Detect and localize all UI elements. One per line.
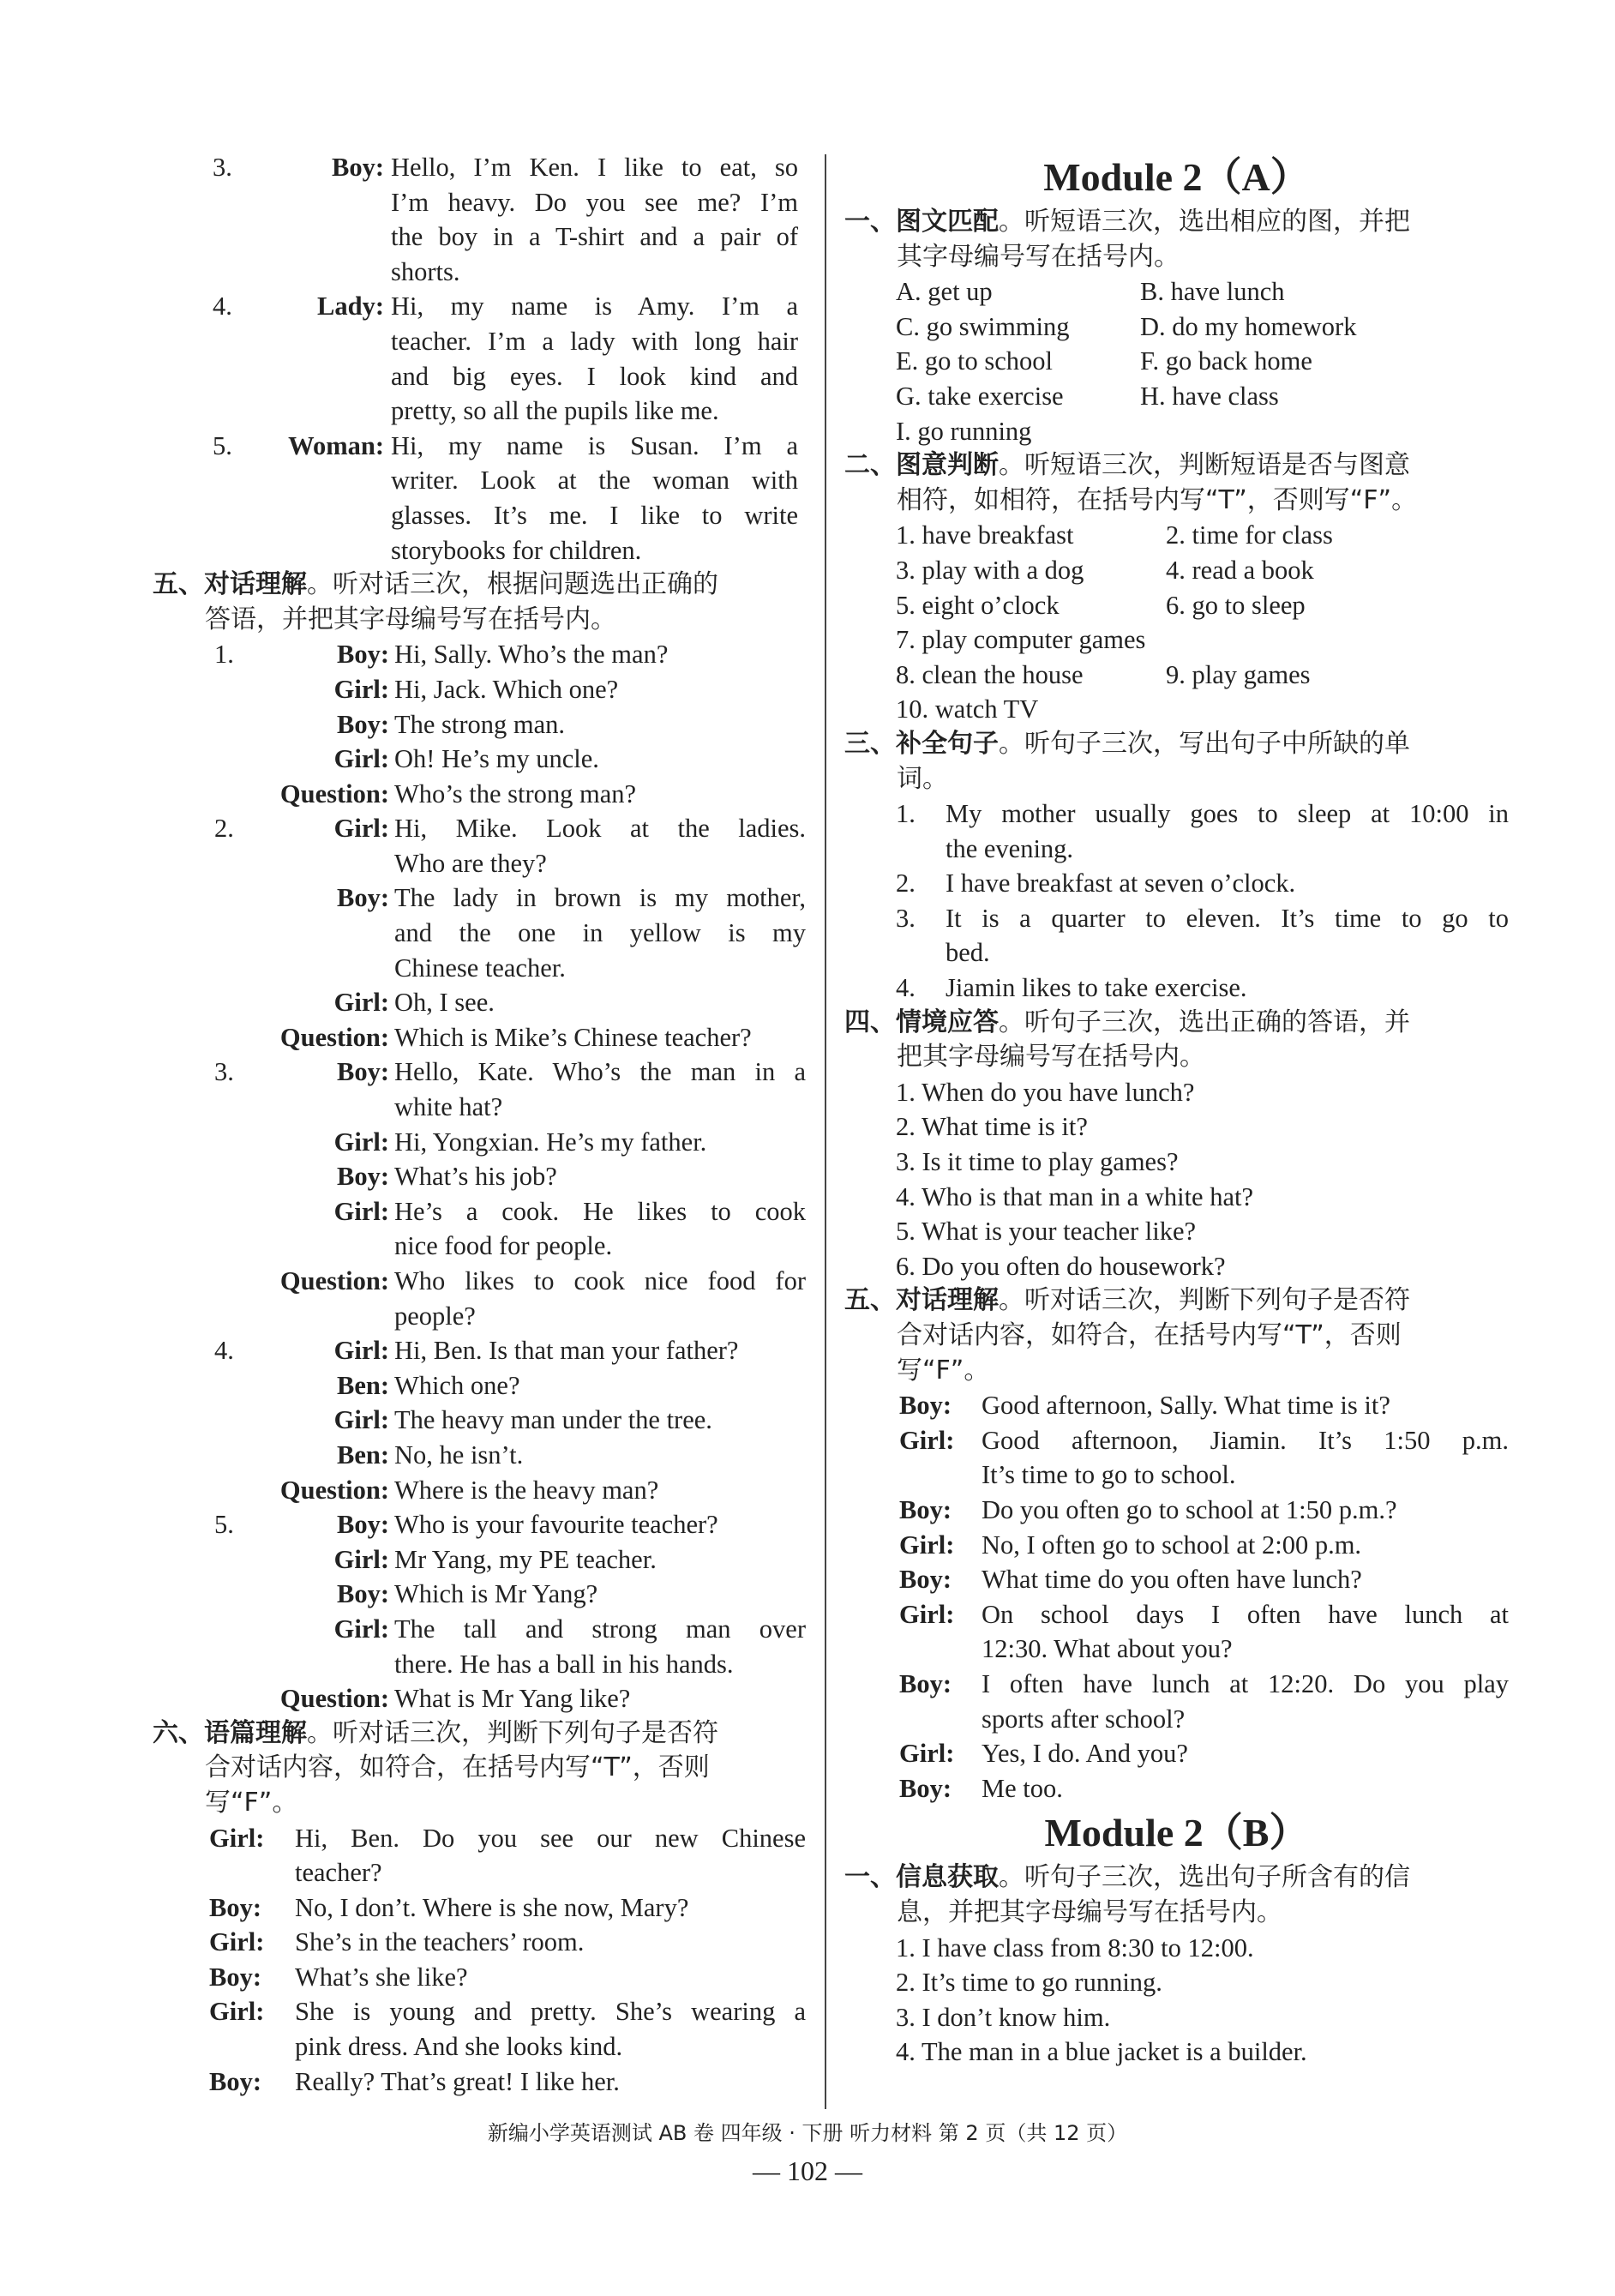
section-instruction-cont: 词。 bbox=[897, 763, 948, 794]
section-instruction: 。听对话三次，根据问题选出正确的 bbox=[307, 569, 718, 600]
item-number: 4. bbox=[896, 973, 916, 1003]
option-item: 2. time for class bbox=[1166, 520, 1333, 550]
dialog-text: Who’s the strong man? bbox=[394, 778, 637, 808]
section-instruction-cont: 合对话内容，如符合，在括号内写“T”，否则 bbox=[897, 1320, 1402, 1350]
speaker-label: Boy: bbox=[209, 1892, 261, 1922]
dialog-line bbox=[153, 324, 813, 359]
option-item: E. go to school bbox=[896, 346, 1053, 376]
dialog-text: Hi, Yongxian. He’s my father. bbox=[394, 1127, 707, 1157]
speaker-label: Girl: bbox=[899, 1425, 955, 1455]
dialog-line bbox=[844, 1702, 1509, 1737]
question-line: 1. When do you have lunch? bbox=[896, 1077, 1195, 1107]
item-number: 1. bbox=[896, 799, 916, 829]
section-instruction-cont: 把其字母编号写在括号内。 bbox=[897, 1042, 1205, 1073]
speaker-label: Boy: bbox=[337, 640, 389, 670]
dialog-text: Hi, my name is Amy. I’m a bbox=[391, 292, 798, 322]
dialog-line bbox=[153, 1507, 813, 1542]
section-label: 六、语篇理解 bbox=[153, 1717, 307, 1748]
speaker-label: Question: bbox=[279, 1022, 389, 1052]
dialog-line bbox=[844, 1736, 1509, 1771]
dialog-line bbox=[153, 1125, 813, 1160]
section-heading bbox=[844, 1283, 1509, 1319]
item-number: 2. bbox=[896, 869, 916, 899]
dialog-text: The strong man. bbox=[394, 709, 566, 739]
sentence-text: It is a quarter to eleven. It’s time to go to bbox=[946, 903, 1509, 933]
module-title: Module 2（B） bbox=[1044, 1811, 1309, 1855]
dialog-line bbox=[153, 637, 813, 672]
sentence-line: 3. I don’t know him. bbox=[896, 2002, 1111, 2032]
dialog-text: Hi, my name is Susan. I’m a bbox=[391, 430, 798, 460]
dialog-text: white hat? bbox=[394, 1092, 503, 1122]
speaker-label: Boy: bbox=[337, 1057, 389, 1087]
dialog-line bbox=[153, 1229, 813, 1264]
dialog-line bbox=[153, 1299, 813, 1334]
section-label: 一、信息获取 bbox=[844, 1862, 999, 1893]
option-row bbox=[896, 310, 1509, 345]
dialog-line bbox=[153, 463, 813, 498]
speaker-label: Boy: bbox=[899, 1668, 952, 1698]
option-item: 8. clean the house bbox=[896, 659, 1084, 689]
dialog-text: I often have lunch at 12:20. Do you play bbox=[982, 1668, 1509, 1698]
dialog-line bbox=[844, 1423, 1509, 1458]
sentence-line bbox=[844, 832, 1509, 867]
speaker-label: Boy: bbox=[899, 1773, 952, 1803]
dialog-text: Where is the heavy man? bbox=[394, 1475, 659, 1505]
dialog-text: What’s she like? bbox=[295, 1962, 468, 1992]
speaker-label: Girl: bbox=[333, 1196, 389, 1226]
option-item: G. take exercise bbox=[896, 381, 1064, 411]
speaker-label: Girl: bbox=[333, 814, 389, 844]
speaker-label: Question: bbox=[279, 1684, 389, 1714]
dialog-line bbox=[153, 498, 813, 533]
dialog-line bbox=[153, 777, 813, 812]
speaker-label: Girl: bbox=[333, 1336, 389, 1366]
speaker-label: Girl: bbox=[333, 1614, 389, 1644]
dialog-text: sports after school? bbox=[982, 1704, 1186, 1734]
dialog-line bbox=[153, 1159, 813, 1194]
dialog-text: Which is Mike’s Chinese teacher? bbox=[394, 1022, 752, 1052]
dialog-text: He’s a cook. He likes to cook bbox=[394, 1196, 806, 1226]
dialog-line bbox=[153, 951, 813, 986]
section-instruction: 。听句子三次，选出正确的答语，并 bbox=[999, 1007, 1410, 1037]
speaker-label: Woman: bbox=[288, 430, 384, 460]
option-item: 5. eight o’clock bbox=[896, 590, 1060, 620]
speaker-label: Boy: bbox=[337, 1162, 389, 1192]
dialog-text: Mr Yang, my PE teacher. bbox=[394, 1544, 657, 1574]
dialog-line bbox=[153, 1681, 813, 1716]
column-divider bbox=[825, 154, 826, 2109]
speaker-label: Girl: bbox=[333, 988, 389, 1018]
option-row bbox=[896, 518, 1509, 553]
left-column bbox=[153, 150, 813, 2099]
option-row bbox=[896, 658, 1509, 693]
dialog-line bbox=[153, 289, 813, 324]
dialog-line bbox=[153, 1403, 813, 1438]
dialog-line bbox=[153, 742, 813, 777]
section-instruction-cont: 其字母编号写在括号内。 bbox=[897, 241, 1180, 272]
speaker-label: Girl: bbox=[209, 1823, 265, 1853]
dialog-line bbox=[153, 707, 813, 742]
speaker-label: Boy: bbox=[899, 1565, 952, 1595]
dialog-line bbox=[153, 185, 813, 220]
item-number: 5. bbox=[214, 1510, 234, 1540]
option-item: I. go running bbox=[896, 416, 1032, 446]
sentence-line bbox=[844, 971, 1509, 1006]
section-label: 五、对话理解 bbox=[844, 1285, 999, 1316]
speaker-label: Boy: bbox=[209, 1962, 261, 1992]
sentence-text: I have breakfast at seven o’clock. bbox=[946, 869, 1296, 899]
dialog-line bbox=[153, 2029, 813, 2065]
dialog-line bbox=[153, 429, 813, 464]
option-row bbox=[896, 344, 1509, 379]
right-column bbox=[844, 150, 1509, 2070]
dialog-line bbox=[153, 1473, 813, 1508]
sentence-line bbox=[844, 901, 1509, 936]
option-item: 9. play games bbox=[1166, 659, 1311, 689]
dialog-line bbox=[153, 1055, 813, 1090]
section-heading bbox=[153, 1716, 813, 1752]
dialog-text: storybooks for children. bbox=[391, 535, 642, 565]
dialog-line bbox=[153, 394, 813, 429]
option-item: 4. read a book bbox=[1166, 555, 1314, 585]
dialog-text: nice food for people. bbox=[394, 1231, 613, 1261]
dialog-text: writer. Look at the woman with bbox=[391, 466, 798, 496]
footer: 新编小学英语测试 AB 卷 四年级 · 下册 听力材料 第 2 页（共 12 页） bbox=[487, 2121, 1128, 2145]
dialog-text: Hi, Mike. Look at the ladies. bbox=[394, 814, 806, 844]
dialog-line bbox=[153, 1090, 813, 1125]
dialog-text: No, I often go to school at 2:00 p.m. bbox=[982, 1530, 1362, 1560]
speaker-label: Girl: bbox=[209, 1927, 265, 1957]
dialog-text: Good afternoon, Sally. What time is it? bbox=[982, 1391, 1390, 1421]
sentence-text: My mother usually goes to sleep at 10:00 in bbox=[946, 799, 1509, 829]
dialog-line bbox=[153, 1542, 813, 1578]
option-item: 6. go to sleep bbox=[1166, 590, 1306, 620]
page-number: — 102 — bbox=[753, 2155, 862, 2186]
dialog-text: Hi, Ben. Is that man your father? bbox=[394, 1336, 739, 1366]
option-item: C. go swimming bbox=[896, 311, 1070, 341]
dialog-text: the boy in a T-shirt and a pair of bbox=[391, 222, 798, 252]
question-line: 6. Do you often do housework? bbox=[896, 1251, 1226, 1281]
dialog-text: pink dress. And she looks kind. bbox=[295, 2032, 623, 2062]
dialog-text: Hi, Ben. Do you see our new Chinese bbox=[295, 1823, 806, 1853]
option-row bbox=[896, 379, 1509, 414]
dialog-line bbox=[153, 985, 813, 1020]
dialog-text: Hello, Kate. Who’s the man in a bbox=[394, 1057, 806, 1087]
dialog-line bbox=[153, 359, 813, 394]
dialog-line bbox=[153, 1577, 813, 1612]
dialog-line bbox=[844, 1771, 1509, 1806]
section-label: 四、情境应答 bbox=[844, 1007, 999, 1037]
dialog-text: The tall and strong man over bbox=[394, 1614, 806, 1644]
question-line: 5. What is your teacher like? bbox=[896, 1217, 1197, 1247]
dialog-line bbox=[153, 1925, 813, 1960]
section-instruction: 。听对话三次，判断下列句子是否符 bbox=[307, 1717, 718, 1748]
section-heading bbox=[844, 448, 1509, 484]
section-label: 一、图文匹配 bbox=[844, 207, 999, 237]
dialog-text: Good afternoon, Jiamin. It’s 1:50 p.m. bbox=[982, 1425, 1509, 1455]
section-instruction-cont: 相符，如相符，在括号内写“T”，否则写“F”。 bbox=[897, 484, 1418, 515]
item-number: 2. bbox=[214, 814, 234, 844]
section-instruction: 。听对话三次，判断下列句子是否符 bbox=[999, 1285, 1410, 1316]
option-row bbox=[896, 414, 1509, 449]
dialog-text: shorts. bbox=[391, 256, 460, 286]
dialog-line bbox=[844, 1632, 1509, 1667]
dialog-text: teacher? bbox=[295, 1858, 382, 1888]
dialog-line bbox=[153, 2065, 813, 2100]
item-number: 1. bbox=[214, 640, 234, 670]
speaker-label: Girl: bbox=[899, 1739, 955, 1769]
sentence-line bbox=[844, 796, 1509, 832]
item-number: 4. bbox=[213, 292, 232, 322]
dialog-line bbox=[153, 255, 813, 290]
dialog-line bbox=[844, 1388, 1509, 1423]
section-heading bbox=[844, 1860, 1509, 1896]
section-instruction: 。听句子三次，选出句子所含有的信 bbox=[999, 1862, 1410, 1893]
speaker-label: Girl: bbox=[899, 1599, 955, 1629]
section-instruction: 。听短语三次，选出相应的图，并把 bbox=[999, 207, 1410, 237]
option-row bbox=[896, 553, 1509, 588]
dialog-text: Me too. bbox=[982, 1773, 1063, 1803]
dialog-line bbox=[844, 1597, 1509, 1632]
dialog-line bbox=[153, 1647, 813, 1682]
sentence-text: Jiamin likes to take exercise. bbox=[946, 973, 1247, 1003]
question-line: 2. What time is it? bbox=[896, 1112, 1088, 1142]
speaker-label: Girl: bbox=[333, 1405, 389, 1435]
dialog-line bbox=[153, 1855, 813, 1890]
option-item: 3. play with a dog bbox=[896, 555, 1084, 585]
dialog-text: Who are they? bbox=[394, 848, 547, 878]
option-row bbox=[896, 692, 1509, 727]
dialog-text: Hi, Sally. Who’s the man? bbox=[394, 640, 669, 670]
section-label: 二、图意判断 bbox=[844, 450, 999, 481]
dialog-line bbox=[844, 1458, 1509, 1493]
section-instruction-cont: 合对话内容，如符合，在括号内写“T”，否则 bbox=[205, 1752, 710, 1783]
speaker-label: Boy: bbox=[899, 1494, 952, 1524]
section-instruction-cont: 答语，并把其字母编号写在括号内。 bbox=[205, 604, 616, 634]
section-instruction-cont: 写“F”。 bbox=[897, 1355, 990, 1385]
dialog-line bbox=[153, 219, 813, 255]
dialog-text: No, I don’t. Where is she now, Mary? bbox=[295, 1892, 689, 1922]
option-item: H. have class bbox=[1140, 381, 1279, 411]
dialog-line bbox=[153, 1194, 813, 1229]
dialog-line bbox=[153, 846, 813, 881]
dialog-text: What’s his job? bbox=[394, 1162, 557, 1192]
dialog-line bbox=[844, 1562, 1509, 1597]
section-heading bbox=[844, 1006, 1509, 1041]
option-row bbox=[896, 588, 1509, 623]
dialog-text: 12:30. What about you? bbox=[982, 1634, 1233, 1664]
dialog-line bbox=[153, 1020, 813, 1055]
dialog-line bbox=[153, 150, 813, 185]
speaker-label: Girl: bbox=[209, 1997, 265, 2027]
dialog-line bbox=[153, 881, 813, 916]
speaker-label: Boy: bbox=[337, 883, 389, 913]
dialog-text: and the one in yellow is my bbox=[394, 918, 806, 948]
dialog-text: Oh! He’s my uncle. bbox=[394, 744, 599, 774]
dialog-text: people? bbox=[394, 1301, 476, 1331]
speaker-label: Girl: bbox=[899, 1530, 955, 1560]
dialog-text: Which is Mr Yang? bbox=[394, 1579, 598, 1609]
dialog-line bbox=[153, 916, 813, 951]
section-heading bbox=[153, 568, 813, 603]
dialog-line bbox=[153, 811, 813, 846]
section-heading bbox=[844, 727, 1509, 762]
dialog-text: What is Mr Yang like? bbox=[394, 1684, 631, 1714]
section-heading bbox=[844, 205, 1509, 240]
option-item: F. go back home bbox=[1140, 346, 1312, 376]
option-item: 7. play computer games bbox=[896, 625, 1146, 655]
dialog-text: Oh, I see. bbox=[394, 988, 495, 1018]
option-row bbox=[896, 274, 1509, 310]
section-label: 三、补全句子 bbox=[844, 728, 999, 759]
dialog-text: On school days I often have lunch at bbox=[982, 1599, 1509, 1629]
module-title: Module 2（A） bbox=[1043, 155, 1310, 199]
speaker-label: Boy: bbox=[899, 1391, 952, 1421]
dialog-text: It’s time to go to school. bbox=[982, 1460, 1236, 1490]
speaker-label: Boy: bbox=[337, 709, 389, 739]
speaker-label: Girl: bbox=[333, 674, 389, 704]
dialog-text: The heavy man under the tree. bbox=[394, 1405, 712, 1435]
dialog-text: What time do you often have lunch? bbox=[982, 1565, 1362, 1595]
speaker-label: Lady: bbox=[317, 292, 384, 322]
speaker-label: Girl: bbox=[333, 1127, 389, 1157]
dialog-text: The lady in brown is my mother, bbox=[394, 883, 806, 913]
speaker-label: Question: bbox=[279, 1266, 389, 1295]
dialog-text: No, he isn’t. bbox=[394, 1440, 524, 1470]
dialog-line bbox=[153, 1890, 813, 1926]
sentence-text: the evening. bbox=[946, 833, 1074, 863]
question-line: 4. Who is that man in a white hat? bbox=[896, 1181, 1254, 1211]
dialog-text: She is young and pretty. She’s wearing a bbox=[295, 1997, 806, 2027]
dialog-text: She’s in the teachers’ room. bbox=[295, 1927, 585, 1957]
dialog-text: Who is your favourite teacher? bbox=[394, 1510, 718, 1540]
dialog-line bbox=[153, 1612, 813, 1647]
dialog-text: Hi, Jack. Which one? bbox=[394, 674, 619, 704]
option-item: A. get up bbox=[896, 277, 993, 307]
sentence-line bbox=[844, 935, 1509, 971]
dialog-text: Yes, I do. And you? bbox=[982, 1739, 1188, 1769]
question-line: 3. Is it time to play games? bbox=[896, 1147, 1179, 1177]
item-number: 4. bbox=[214, 1336, 234, 1366]
item-number: 3. bbox=[896, 903, 916, 933]
item-number: 3. bbox=[213, 153, 232, 182]
option-item: 10. watch TV bbox=[896, 694, 1039, 724]
dialog-text: Which one? bbox=[394, 1370, 520, 1400]
dialog-line bbox=[153, 1368, 813, 1403]
item-number: 3. bbox=[214, 1057, 234, 1087]
section-instruction: 。听句子三次，写出句子中所缺的单 bbox=[999, 728, 1410, 759]
dialog-line bbox=[153, 1960, 813, 1995]
sentence-line: 2. It’s time to go running. bbox=[896, 1968, 1162, 1998]
speaker-label: Boy: bbox=[209, 2066, 261, 2096]
speaker-label: Boy: bbox=[332, 153, 384, 182]
dialog-text: glasses. It’s me. I like to write bbox=[391, 500, 798, 530]
dialog-text: Chinese teacher. bbox=[394, 953, 566, 983]
dialog-text: I’m heavy. Do you see me? I’m bbox=[391, 187, 798, 217]
dialog-text: there. He has a ball in his hands. bbox=[394, 1649, 734, 1679]
option-item: D. do my homework bbox=[1140, 311, 1357, 341]
section-instruction-cont: 写“F”。 bbox=[205, 1787, 298, 1818]
dialog-text: Really? That’s great! I like her. bbox=[295, 2066, 620, 2096]
dialog-line bbox=[153, 1994, 813, 2029]
dialog-line bbox=[844, 1493, 1509, 1528]
dialog-line bbox=[844, 1667, 1509, 1702]
dialog-line bbox=[153, 1264, 813, 1299]
sentence-line bbox=[844, 866, 1509, 901]
dialog-line bbox=[153, 1333, 813, 1368]
speaker-label: Question: bbox=[279, 778, 389, 808]
dialog-text: Do you often go to school at 1:50 p.m.? bbox=[982, 1494, 1397, 1524]
dialog-line bbox=[153, 533, 813, 568]
dialog-line bbox=[153, 1821, 813, 1856]
section-instruction: 。听短语三次，判断短语是否与图意 bbox=[999, 450, 1410, 481]
option-row bbox=[896, 622, 1509, 658]
option-item: B. have lunch bbox=[1140, 277, 1285, 307]
dialog-text: Who likes to cook nice food for bbox=[394, 1266, 806, 1295]
speaker-label: Boy: bbox=[337, 1510, 389, 1540]
dialog-line bbox=[153, 672, 813, 707]
dialog-text: Hello, I’m Ken. I like to eat, so bbox=[391, 153, 798, 182]
speaker-label: Girl: bbox=[333, 744, 389, 774]
dialog-text: pretty, so all the pupils like me. bbox=[391, 396, 719, 426]
speaker-label: Ben: bbox=[337, 1440, 389, 1470]
speaker-label: Question: bbox=[279, 1475, 389, 1505]
sentence-text: bed. bbox=[946, 938, 990, 968]
item-number: 5. bbox=[213, 430, 232, 460]
speaker-label: Ben: bbox=[337, 1370, 389, 1400]
section-instruction-cont: 息，并把其字母编号写在括号内。 bbox=[897, 1896, 1282, 1927]
dialog-text: teacher. I’m a lady with long hair bbox=[391, 326, 798, 356]
option-item: 1. have breakfast bbox=[896, 520, 1074, 550]
speaker-label: Boy: bbox=[337, 1579, 389, 1609]
sentence-line: 4. The man in a blue jacket is a builder. bbox=[896, 2037, 1307, 2067]
dialog-line bbox=[844, 1528, 1509, 1563]
sentence-line: 1. I have class from 8:30 to 12:00. bbox=[896, 1932, 1254, 1962]
speaker-label: Girl: bbox=[333, 1544, 389, 1574]
dialog-text: and big eyes. I look kind and bbox=[391, 361, 798, 391]
section-label: 五、对话理解 bbox=[153, 569, 307, 600]
dialog-line bbox=[153, 1438, 813, 1473]
